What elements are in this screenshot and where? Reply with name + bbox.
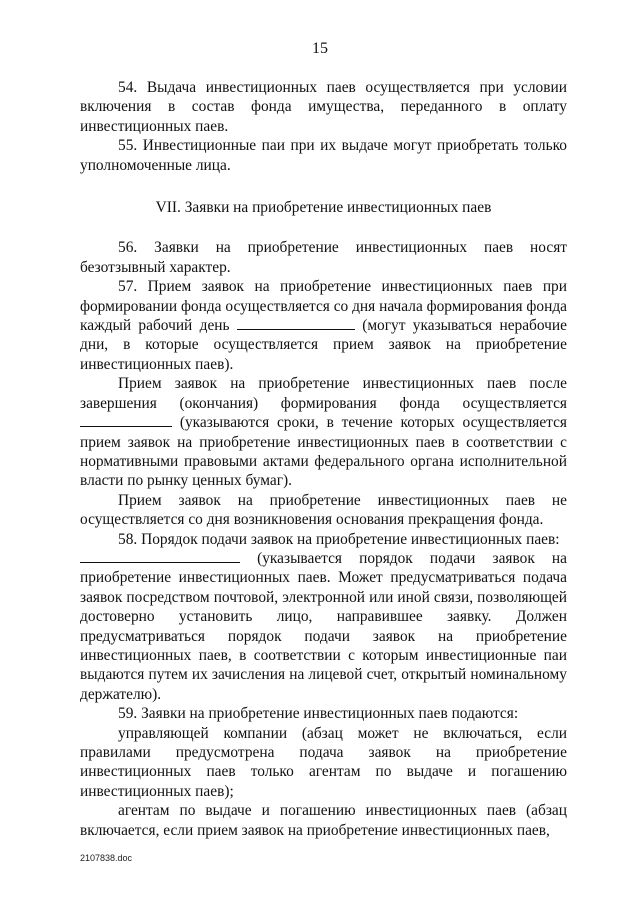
fill-in-blank xyxy=(80,413,172,427)
paragraph-58-details-text: (указывается порядок подачи заявок на приобретение инвестиционных паев. Может предусматриваться подача заявок посредством почтовой, электронной или иной связи, позволяющей достоверно установить лицо, направившее заявку. Должен предусматриваться порядок подачи заявок на приобретение инвестиционных паев, в соответствии с которым инвестиционные паи выдаются путем их зачисления на лицевой счет, открытый номинальному держателю). xyxy=(80,549,567,703)
page-number: 15 xyxy=(312,40,328,57)
fill-in-blank xyxy=(237,316,355,330)
paragraph-54: 54. Выдача инвестиционных паев осуществляется при условии включения в состав фонда имущества, переданного в оплату инвестиционных паев. xyxy=(80,79,567,135)
paragraph-57-termination: Прием заявок на приобретение инвестиционных паев не осуществляется со дня возникновения основания прекращения фонда. xyxy=(80,491,567,529)
after-formation-text-start: Прием заявок на приобретение инвестиционных паев после завершения (окончания) формирования фонда осуществляется xyxy=(80,375,567,412)
paragraph-56: 56. Заявки на приобретение инвестиционных паев носят безотзывный характер. xyxy=(80,239,567,276)
paragraph-57-text-end: (могут указываться нерабочие дни, в которые осуществляется прием заявок на приобретение инвестиционных паев). xyxy=(80,317,567,373)
paragraph-59: 59. Заявки на приобретение инвестиционных паев подаются: xyxy=(118,705,519,723)
paragraph-58: 58. Порядок подачи заявок на приобретение инвестиционных паев: xyxy=(118,530,560,548)
paragraph-57 xyxy=(80,277,567,374)
paragraph-57-text-start: 57. Прием заявок на приобретение инвестиционных паев при формировании фонда осуществляется со дня начала формирования фонда каждый рабочий день xyxy=(80,278,567,335)
paragraph-59-item-agents: агентам по выдаче и погашению инвестиционных паев (абзац включается, если прием заявок на приобретение инвестиционных паев, xyxy=(80,802,567,839)
section-heading: VII. Заявки на приобретение инвестиционных паев xyxy=(155,199,492,217)
after-formation-text-end: (указываются сроки, в течение которых осуществляется прием заявок на приобретение инвестиционных паев в соответствии с нормативными правовыми актами федерального органа исполнительной власти по рынку ценных бумаг). xyxy=(80,414,567,490)
paragraph-57-after-formation xyxy=(80,374,567,490)
paragraph-58-details xyxy=(80,549,567,704)
paragraph-59-item-management-company: управляющей компании (абзац может не включаться, если правилами предусмотрена подача заявок на приобретение инвестиционных паев только агентам по выдаче и погашению инвестиционных паев); xyxy=(80,724,567,800)
paragraph-55: 55. Инвестиционные паи при их выдаче могут приобретать только уполномоченные лица. xyxy=(80,137,567,174)
document-footer: 2107838.doc xyxy=(80,853,133,863)
document-body xyxy=(80,78,567,840)
fill-in-blank xyxy=(80,549,240,563)
